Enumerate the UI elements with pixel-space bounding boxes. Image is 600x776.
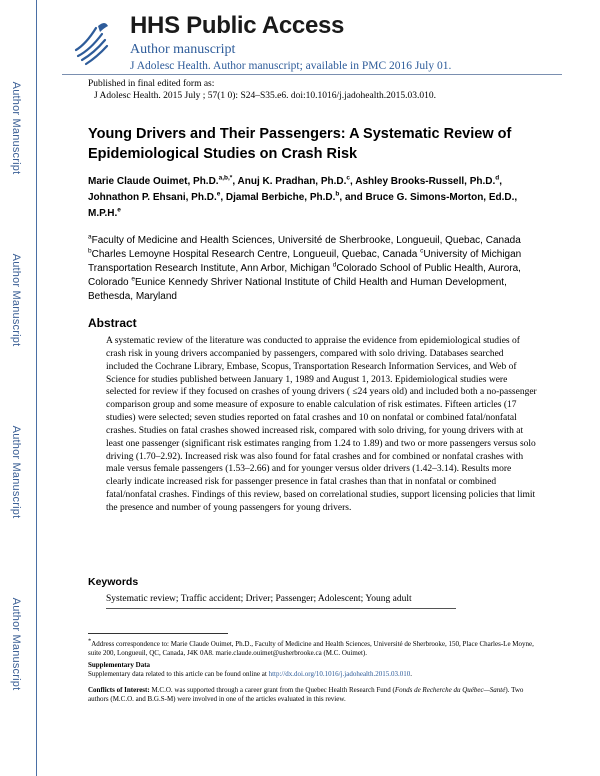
conflicts-text-end: ). Two authors (M.C.O. and B.G.S-M) were involved in one of the articles evaluated in this review. — [88, 686, 524, 703]
footnote-mark: * — [88, 637, 92, 645]
conflicts-heading: Conflicts of Interest: — [88, 686, 150, 694]
conflicts-text: M.C.O. was supported through a career grant from the Quebec Health Research Fund ( — [149, 686, 395, 694]
abstract-text: A systematic review of the literature was conducted to appraise the evidence from epidemiological studies of crash risk in young drivers accompanied by passengers, compared with solo driving. Databases searched included the Cochrane Library, Embase, Scopus, Transportation Research Information Services, and Web of Science for studies published between January 1, 1989 and August 1, 2013. Epidemiological studies were selected for review if they focused on crashes of young drivers ( ≤24 years old) and included both a no-passenger comparison group and some measure of exposure to enable calculation of risk estimates. Fifteen articles (17 studies) were selected; seven studies reported on fatal crashes and 10 on nonfatal or combined fatal/nonfatal crashes. Studies on fatal crashes showed increased risk, compared with solo driving, for young drivers with at least one passenger (significant risk estimates ranging from 1.24 to 1.89) and two or more passengers versus solo driving (1.70–2.92). Increased risk was also found for fatal crashes and for combined or nonfatal crashes with male versus female passengers (1.53–2.66) and for younger versus older drivers (1.42–3.14). Results more clearly indicate increased risk for passenger presence in fatal crashes than that in nonfatal or combined fatal/nonfatal crashes. Findings of this review, based on correlational studies, support licensing policies that limit the presence and number of young passengers for young drivers. — [106, 336, 537, 513]
affiliation-mark: b — [88, 247, 92, 255]
abstract-heading: Abstract — [88, 316, 137, 330]
journal-availability: J Adolesc Health. Author manuscript; available in PMC 2016 July 01. — [130, 60, 452, 72]
author-affiliation-mark: e — [216, 190, 221, 198]
published-in-label: Published in final edited form as: — [88, 79, 215, 89]
header-rule — [62, 74, 562, 75]
author-manuscript-label: Author manuscript — [130, 42, 236, 57]
sidebar-label-1: Author Manuscript — [10, 81, 22, 175]
author: Anuj K. Pradhan, Ph.D. — [237, 176, 347, 187]
sidebar-label-2: Author Manuscript — [10, 253, 22, 347]
affiliation: University of Michigan Transportation Research Institute, Ann Arbor, Michigan — [88, 249, 522, 274]
sidebar-label-3: Author Manuscript — [10, 425, 22, 519]
publication-info — [88, 78, 436, 102]
author-list — [88, 174, 548, 222]
sidebar-label-4: Author Manuscript — [10, 597, 22, 691]
hhs-header — [62, 8, 562, 74]
affiliation-mark: d — [332, 261, 337, 269]
author: Johnathon P. Ehsani, Ph.D. — [88, 192, 217, 203]
author-separator: , — [232, 176, 238, 187]
affiliation-mark: c — [420, 247, 424, 255]
author-separator: , and — [339, 192, 366, 203]
affiliation-mark: e — [131, 275, 135, 283]
footnote-rule — [88, 633, 228, 634]
author-separator: , — [220, 192, 226, 203]
supplementary-text: Supplementary data related to this article can be found online at — [88, 670, 269, 678]
author-affiliation-mark: b — [335, 190, 340, 198]
affiliation-mark: a — [88, 233, 92, 241]
author-separator: , — [350, 176, 356, 187]
author-affiliation-mark: c — [346, 174, 351, 182]
affiliation: Colorado School of Public Health, Aurora, Colorado — [88, 263, 521, 288]
keywords-heading: Keywords — [88, 576, 139, 588]
correspondence-text: Address correspondence to: Marie Claude Ouimet, Ph.D., Faculty of Medicine and Health Sciences, Université de Sherbrooke, 150, Place Charles-Le Moyne, suite 200, Longueuil, QC, Canada, J4K 0A8. marie.claude.ouimet@usherbrooke.ca (M.C. Ouimet). — [88, 640, 534, 657]
citation: J Adolesc Health. 2015 July ; 57(1 0): S24–S35.e6. doi:10.1016/j.jadohealth.2015.03.010. — [94, 91, 436, 101]
supplementary-footnote — [88, 661, 538, 679]
affiliation: Eunice Kennedy Shriver National Institute of Child Health and Human Development, Bethesda, Maryland — [88, 277, 507, 302]
author: Bruce G. Simons-Morton, Ed.D., M.P.H. — [88, 192, 518, 219]
article-title: Young Drivers and Their Passengers: A Systematic Review of Epidemiological Studies on Crash Risk — [88, 126, 512, 162]
conflicts-footnote — [88, 686, 538, 704]
author-affiliation-mark: e — [117, 206, 121, 214]
correspondence-footnote — [88, 637, 538, 658]
hhs-eagle-logo-icon — [72, 16, 112, 68]
author: Djamal Berbiche, Ph.D. — [225, 192, 336, 203]
keywords-rule — [106, 608, 456, 609]
keywords-list: Systematic review; Traffic accident; Driver; Passenger; Adolescent; Young adult — [106, 594, 412, 604]
author-affiliation-mark: a,b,* — [218, 174, 233, 182]
conflicts-funder: Fonds de Recherche du Québec—Santé — [394, 686, 506, 694]
supplementary-end: . — [410, 670, 412, 678]
author-separator: , — [499, 176, 503, 187]
affiliations — [88, 234, 548, 304]
supplementary-heading: Supplementary Data — [88, 661, 151, 669]
author-affiliation-mark: d — [495, 174, 500, 182]
hhs-title: HHS Public Access — [130, 12, 345, 39]
author: Marie Claude Ouimet, Ph.D. — [88, 176, 219, 187]
sidebar-divider — [36, 0, 37, 776]
author: Ashley Brooks-Russell, Ph.D. — [355, 176, 496, 187]
supplementary-link[interactable]: http://dx.doi.org/10.1016/j.jadohealth.2015.03.010 — [268, 670, 411, 678]
affiliation: Faculty of Medicine and Health Sciences, Université de Sherbrooke, Longueuil, Quebac, Canada — [91, 235, 521, 246]
affiliation: Charles Lemoyne Hospital Research Centre, Longueuil, Quebac, Canada — [91, 249, 421, 260]
